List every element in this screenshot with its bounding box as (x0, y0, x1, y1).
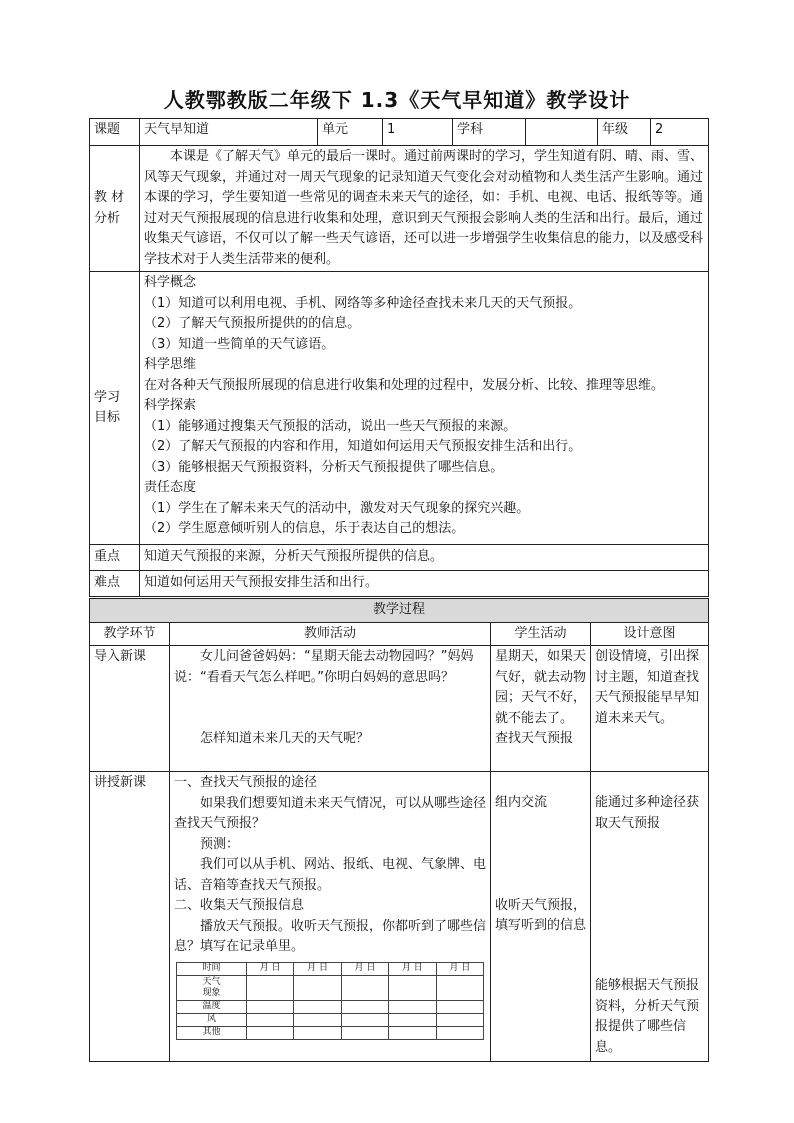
record-row-label: 温度 (177, 1000, 247, 1013)
grade-label: 年级 (598, 119, 651, 146)
record-cell (389, 1026, 436, 1039)
record-cell (294, 1026, 341, 1039)
objective-line: （2）学生愿意倾听别人的信息，乐于表达自己的想法。 (144, 521, 465, 536)
record-cell (436, 1000, 483, 1013)
weather-record-sheet (176, 962, 484, 1040)
column-header-student: 学生活动 (491, 622, 591, 646)
student-activity-listen: 收听天气预报，填写听到的信息 (495, 897, 587, 933)
lecture-teacher-activity (170, 772, 491, 1062)
record-cell (389, 975, 436, 1000)
intro-student-answer-2: 查找天气预报 (495, 731, 574, 746)
record-header-time: 时间 (177, 962, 247, 975)
record-row-label: 天气 现象 (177, 975, 247, 1000)
objective-line: （1）能够通过搜集天气预报的活动，说出一些天气预报的来源。 (144, 418, 517, 434)
intro-design-intent: 创设情境，引出探讨主题，知道查找天气预报能早早知道未来天气。 (591, 646, 709, 772)
subject-label: 课题 (90, 119, 140, 146)
record-date: 月 日 (389, 962, 436, 975)
analysis-label: 教 材 分析 (90, 146, 140, 272)
record-cell (341, 1026, 388, 1039)
record-cell (436, 1013, 483, 1026)
column-header-teacher: 教师活动 (170, 622, 491, 646)
column-header-stage: 教学环节 (90, 622, 170, 646)
discipline-value (526, 119, 598, 146)
objective-line: 责任态度 (144, 480, 197, 495)
record-cell (341, 1000, 388, 1013)
teaching-process-table (89, 598, 709, 1062)
grade-value: 2 (651, 119, 709, 146)
record-cell (247, 1026, 294, 1039)
document-title: 人教鄂教版二年级下 1.3《天气早知道》教学设计 (163, 88, 631, 112)
intro-student-answer: 星期天，如果天气好，就去动物园；天气不好，就不能去了。 (495, 649, 587, 726)
record-cell (294, 1000, 341, 1013)
difficulty-text: 知道如何运用天气预报安排生活和出行。 (140, 571, 709, 597)
record-date: 月 日 (247, 962, 294, 975)
record-cell (294, 1013, 341, 1026)
record-row-label: 其他 (177, 1026, 247, 1039)
unit-label: 单元 (318, 119, 383, 146)
record-row-label: 风 (177, 1013, 247, 1026)
student-activity-group: 组内交流 (495, 795, 548, 810)
objective-line: （2）了解天气预报的内容和作用，知道如何运用天气预报安排生活和出行。 (144, 439, 582, 454)
lesson-info-table (89, 118, 709, 597)
record-date: 月 日 (341, 962, 388, 975)
analysis-text: 本课是《了解天气》单元的最后一课时。通过前两课时的学习，学生知道有阴、晴、雨、雪、风等天气现象，并通过对一周天气现象的记录知道天气变化会对动植物和人类生活产生影响。通过本课的学习，学生要知道一些常见的调查未来天气的途径，如：手机、电视、电话、报纸等等。通过对天气预报展现的信息进行收集和处理，意识到天气预报会影响人类的生活和出行。最后，通过收集天气谚语，不仅可以了解一些天气谚语，还可以进一步增强学生收集信息的能力，以及感受科学技术对于人类生活带来的便利。 (140, 146, 709, 272)
record-cell (341, 975, 388, 1000)
record-cell (436, 1026, 483, 1039)
lecture-paragraph: 播放天气预报。收听天气预报，你都听到了哪些信息？填写在记录单里。 (174, 918, 487, 954)
lecture-paragraph: 预测： (200, 836, 240, 852)
objectives-label: 学习 目标 (90, 272, 140, 545)
intro-teacher-activity (170, 646, 491, 772)
intent-channels: 能通过多种途径获取天气预报 (595, 795, 700, 831)
objective-line: 科学概念 (144, 275, 197, 290)
lecture-paragraph: 我们可以从手机、网站、报纸、电视、气象牌、电话、音箱等查找天气预报。 (174, 857, 487, 893)
key-point-text: 知道天气预报的来源，分析天气预报所提供的信息。 (140, 545, 709, 571)
intro-stage: 导入新课 (90, 646, 170, 772)
record-cell (389, 1000, 436, 1013)
intro-teacher-paragraph: 女儿问爸爸妈妈：“星期天能去动物园吗？”妈妈说：“看看天气怎么样吧。”你明白妈妈的意思吗？ (174, 649, 474, 685)
discipline-label: 学科 (453, 119, 526, 146)
objective-line: （2）了解天气预报所提供的的信息。 (144, 316, 361, 331)
record-cell (247, 1000, 294, 1013)
intro-teacher-question: 怎样知道未来几天的天气呢？ (200, 731, 370, 746)
objective-line: （3）能够根据天气预报资料，分析天气预报提供了哪些信息。 (144, 459, 504, 475)
column-header-intent: 设计意图 (591, 622, 709, 646)
objective-line: 科学思维 (144, 357, 197, 372)
record-cell (294, 975, 341, 1000)
record-cell (341, 1013, 388, 1026)
intro-student-activity (491, 646, 591, 772)
intent-analysis: 能够根据天气预报资料，分析天气预报提供了哪些信息。 (595, 978, 700, 1055)
lecture-student-activity (491, 772, 591, 1062)
objective-line: （1）学生在了解未来天气的活动中，激发对天气现象的探究兴趣。 (144, 500, 530, 516)
unit-value: 1 (383, 119, 453, 146)
record-date: 月 日 (436, 962, 483, 975)
record-cell (247, 1013, 294, 1026)
subject-value: 天气早知道 (140, 119, 318, 146)
record-date: 月 日 (294, 962, 341, 975)
process-heading: 教学过程 (90, 599, 709, 623)
lecture-stage: 讲授新课 (90, 772, 170, 1062)
objective-line: （1）知道可以利用电视、手机、网络等多种途径查找未来几天的天气预报。 (144, 295, 582, 311)
section-heading: 二、收集天气预报信息 (174, 898, 305, 913)
lecture-design-intent (591, 772, 709, 1062)
lecture-paragraph: 如果我们想要知道未来天气情况，可以从哪些途径查找天气预报？ (174, 795, 487, 831)
objective-line: 科学探索 (144, 398, 197, 413)
record-cell (247, 975, 294, 1000)
objective-line: （3）知道一些简单的天气谚语。 (144, 336, 335, 352)
difficulty-label: 难点 (90, 571, 140, 597)
record-cell (389, 1013, 436, 1026)
key-point-label: 重点 (90, 545, 140, 571)
section-heading: 一、查找天气预报的途径 (174, 775, 318, 790)
objectives-content (140, 272, 709, 545)
objective-line: 在对各种天气预报所展现的信息进行收集和处理的过程中，发展分析、比较、推理等思维。 (144, 377, 665, 393)
record-cell (436, 975, 483, 1000)
